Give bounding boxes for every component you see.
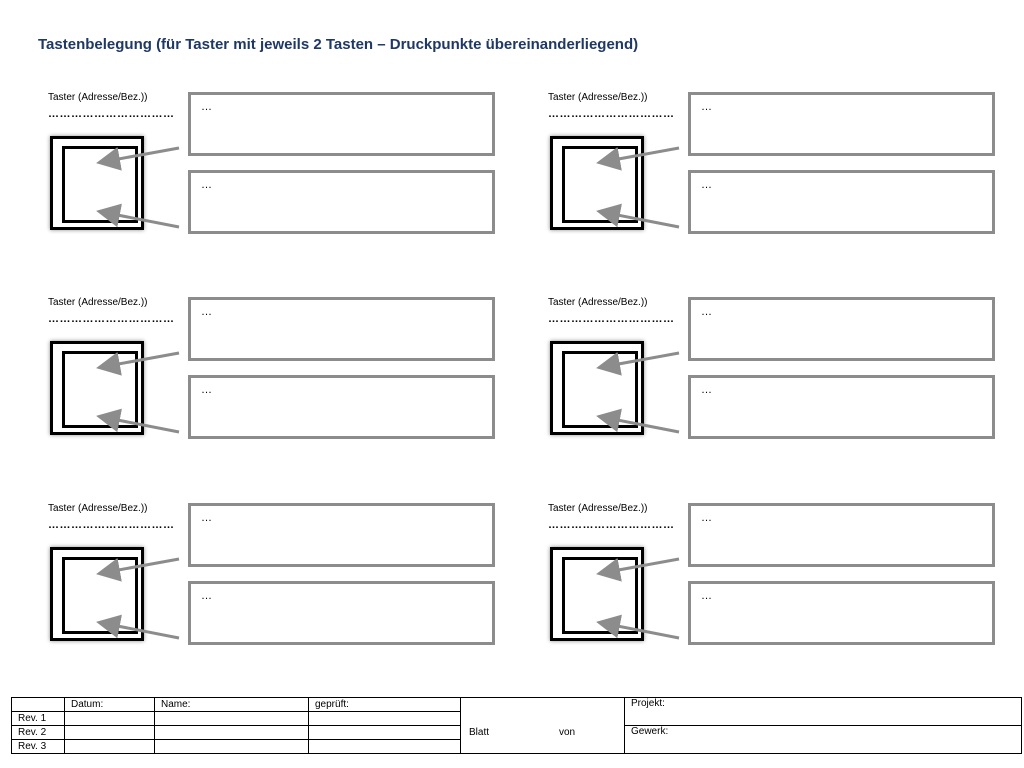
blatt-cell[interactable] bbox=[461, 698, 625, 754]
rev1-name[interactable] bbox=[155, 712, 309, 726]
datum-header: Datum: bbox=[65, 698, 155, 712]
bottom-key-field[interactable] bbox=[188, 375, 495, 439]
top-key-field[interactable] bbox=[688, 92, 995, 156]
arrow-bottom-icon bbox=[102, 417, 179, 432]
gewerk-cell[interactable] bbox=[625, 726, 1022, 754]
bottom-key-text: … bbox=[701, 384, 712, 396]
rev3-geprueft[interactable] bbox=[309, 740, 461, 754]
bottom-key-field[interactable] bbox=[688, 170, 995, 234]
blatt-label: Blatt bbox=[469, 727, 490, 738]
taster-label: Taster (Adresse/Bez.)) bbox=[548, 503, 648, 514]
rev3-label: Rev. 3 bbox=[12, 740, 65, 754]
top-key-field[interactable] bbox=[688, 297, 995, 361]
rev1-datum[interactable] bbox=[65, 712, 155, 726]
top-key-text: … bbox=[201, 512, 212, 524]
arrow-top-icon bbox=[102, 353, 179, 367]
top-key-field[interactable] bbox=[688, 503, 995, 567]
rev1-label: Rev. 1 bbox=[12, 712, 65, 726]
bottom-key-field[interactable] bbox=[188, 581, 495, 645]
arrow-top-icon bbox=[102, 148, 179, 162]
rev1-geprueft[interactable] bbox=[309, 712, 461, 726]
taster-label: Taster (Adresse/Bez.)) bbox=[48, 92, 148, 103]
top-key-text: … bbox=[701, 306, 712, 318]
arrow-bottom-icon bbox=[102, 623, 179, 638]
projekt-label: Projekt: bbox=[631, 698, 665, 709]
bottom-key-text: … bbox=[201, 179, 212, 191]
bottom-key-field[interactable] bbox=[688, 581, 995, 645]
arrow-top-icon bbox=[602, 353, 679, 367]
arrow-bottom-icon bbox=[602, 623, 679, 638]
bottom-key-text: … bbox=[201, 590, 212, 602]
arrow-bottom-icon bbox=[102, 212, 179, 227]
bottom-key-text: … bbox=[201, 384, 212, 396]
top-key-field[interactable] bbox=[188, 92, 495, 156]
taster-address-placeholder[interactable]: …………………………… bbox=[548, 519, 675, 531]
top-key-field[interactable] bbox=[188, 297, 495, 361]
rev2-geprueft[interactable] bbox=[309, 726, 461, 740]
von-label: von bbox=[559, 727, 576, 738]
rev2-name[interactable] bbox=[155, 726, 309, 740]
arrow-top-icon bbox=[602, 559, 679, 573]
geprueft-header: geprüft: bbox=[309, 698, 461, 712]
taster-address-placeholder[interactable]: …………………………… bbox=[48, 313, 175, 325]
taster-label: Taster (Adresse/Bez.)) bbox=[48, 297, 148, 308]
arrow-top-icon bbox=[602, 148, 679, 162]
title-block-table bbox=[11, 697, 1022, 754]
rev2-datum[interactable] bbox=[65, 726, 155, 740]
gewerk-label: Gewerk: bbox=[631, 726, 669, 737]
page-title: Tastenbelegung (für Taster mit jeweils 2 Tasten – Druckpunkte übereinanderliegend) bbox=[38, 36, 639, 53]
bottom-key-text: … bbox=[701, 179, 712, 191]
top-key-text: … bbox=[201, 306, 212, 318]
arrow-bottom-icon bbox=[602, 417, 679, 432]
name-header: Name: bbox=[155, 698, 309, 712]
rev2-label: Rev. 2 bbox=[12, 726, 65, 740]
taster-label: Taster (Adresse/Bez.)) bbox=[48, 503, 148, 514]
taster-address-placeholder[interactable]: …………………………… bbox=[48, 519, 175, 531]
taster-block bbox=[38, 503, 518, 663]
taster-block bbox=[38, 92, 518, 252]
rev3-name[interactable] bbox=[155, 740, 309, 754]
top-key-text: … bbox=[201, 101, 212, 113]
top-key-text: … bbox=[701, 512, 712, 524]
taster-address-placeholder[interactable]: …………………………… bbox=[48, 108, 175, 120]
top-key-field[interactable] bbox=[188, 503, 495, 567]
bottom-key-field[interactable] bbox=[688, 375, 995, 439]
arrow-bottom-icon bbox=[602, 212, 679, 227]
corner-cell bbox=[12, 698, 65, 712]
taster-address-placeholder[interactable]: …………………………… bbox=[548, 108, 675, 120]
bottom-key-field[interactable] bbox=[188, 170, 495, 234]
rev3-datum[interactable] bbox=[65, 740, 155, 754]
bottom-key-text: … bbox=[701, 590, 712, 602]
taster-block bbox=[538, 297, 1018, 457]
taster-label: Taster (Adresse/Bez.)) bbox=[548, 297, 648, 308]
taster-address-placeholder[interactable]: …………………………… bbox=[548, 313, 675, 325]
taster-block bbox=[538, 503, 1018, 663]
projekt-cell[interactable] bbox=[625, 698, 1022, 726]
taster-block bbox=[38, 297, 518, 457]
taster-label: Taster (Adresse/Bez.)) bbox=[548, 92, 648, 103]
taster-block bbox=[538, 92, 1018, 252]
arrow-top-icon bbox=[102, 559, 179, 573]
top-key-text: … bbox=[701, 101, 712, 113]
